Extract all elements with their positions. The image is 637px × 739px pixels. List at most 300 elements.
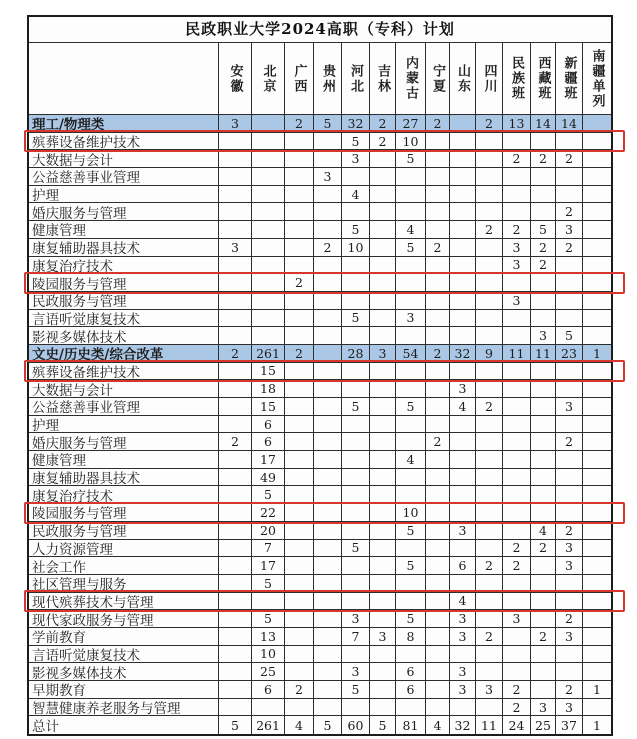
- program-label: 智慧健康养老服务与管理: [29, 699, 219, 717]
- value-cell: [314, 628, 342, 646]
- value-cell: 3: [531, 327, 556, 345]
- value-cell: [531, 274, 556, 292]
- value-cell: [531, 557, 556, 575]
- value-cell: [370, 593, 396, 611]
- value-cell: [219, 575, 252, 593]
- value-cell: 4: [285, 716, 314, 734]
- value-cell: [450, 133, 476, 151]
- program-row: [29, 398, 611, 416]
- value-cell: [450, 274, 476, 292]
- value-cell: [426, 681, 450, 699]
- value-cell: [219, 646, 252, 664]
- value-cell: [314, 646, 342, 664]
- value-cell: [531, 133, 556, 151]
- value-cell: [396, 575, 426, 593]
- program-label: 陵园服务与管理: [29, 504, 219, 522]
- value-cell: [252, 239, 285, 257]
- value-cell: [531, 593, 556, 611]
- value-cell: [285, 486, 314, 504]
- value-cell: [450, 150, 476, 168]
- value-cell: [285, 416, 314, 434]
- value-cell: [556, 363, 583, 381]
- value-cell: [583, 416, 611, 434]
- value-cell: [556, 593, 583, 611]
- value-cell: [503, 628, 531, 646]
- value-cell: 7: [252, 540, 285, 558]
- value-cell: 3: [556, 557, 583, 575]
- value-cell: [476, 239, 503, 257]
- value-cell: [556, 257, 583, 275]
- value-cell: [314, 522, 342, 540]
- value-cell: 2: [476, 398, 503, 416]
- value-cell: [370, 433, 396, 451]
- value-cell: [314, 310, 342, 328]
- column-header: 西藏班: [531, 43, 556, 115]
- value-cell: [252, 133, 285, 151]
- value-cell: 2: [531, 239, 556, 257]
- value-cell: [450, 310, 476, 328]
- value-cell: [370, 681, 396, 699]
- value-cell: 3: [503, 292, 531, 310]
- program-label: 健康管理: [29, 451, 219, 469]
- value-cell: [370, 610, 396, 628]
- value-cell: [531, 681, 556, 699]
- value-cell: [450, 239, 476, 257]
- value-cell: [476, 380, 503, 398]
- value-cell: [503, 380, 531, 398]
- total-label: 总计: [29, 716, 219, 734]
- program-label: 社会工作: [29, 557, 219, 575]
- value-cell: 2: [503, 540, 531, 558]
- value-cell: 11: [503, 345, 531, 363]
- value-cell: [370, 699, 396, 717]
- value-cell: 3: [450, 628, 476, 646]
- value-cell: 3: [450, 610, 476, 628]
- value-cell: [503, 168, 531, 186]
- program-row-highlighted: [29, 133, 611, 151]
- value-cell: [426, 150, 450, 168]
- program-label: 护理: [29, 186, 219, 204]
- value-cell: 5: [342, 398, 370, 416]
- value-cell: [531, 469, 556, 487]
- value-cell: 2: [503, 681, 531, 699]
- value-cell: 10: [342, 239, 370, 257]
- value-cell: 2: [476, 115, 503, 133]
- value-cell: [396, 186, 426, 204]
- value-cell: 2: [285, 274, 314, 292]
- program-label: 现代殡葬技术与管理: [29, 593, 219, 611]
- value-cell: [503, 486, 531, 504]
- value-cell: [556, 274, 583, 292]
- value-cell: [531, 168, 556, 186]
- value-cell: 5: [396, 150, 426, 168]
- value-cell: 5: [370, 716, 396, 734]
- value-cell: 25: [531, 716, 556, 734]
- column-header: 广西: [285, 43, 314, 115]
- value-cell: 4: [342, 186, 370, 204]
- value-cell: 28: [342, 345, 370, 363]
- value-cell: [476, 433, 503, 451]
- program-label: 公益慈善事业管理: [29, 168, 219, 186]
- value-cell: 6: [252, 416, 285, 434]
- value-cell: [219, 416, 252, 434]
- table-title: 民政职业大学2024高职（专科）计划: [29, 17, 611, 43]
- value-cell: [476, 274, 503, 292]
- value-cell: [426, 451, 450, 469]
- value-cell: [450, 416, 476, 434]
- value-cell: [583, 557, 611, 575]
- value-cell: [342, 380, 370, 398]
- value-cell: [476, 203, 503, 221]
- program-label: 学前教育: [29, 628, 219, 646]
- column-header: 安徽: [219, 43, 252, 115]
- value-cell: [583, 257, 611, 275]
- value-cell: [342, 593, 370, 611]
- header-empty-cell: [29, 43, 219, 115]
- value-cell: [426, 663, 450, 681]
- value-cell: [583, 522, 611, 540]
- value-cell: [342, 168, 370, 186]
- value-cell: [531, 610, 556, 628]
- value-cell: 5: [396, 610, 426, 628]
- value-cell: [396, 433, 426, 451]
- value-cell: [342, 575, 370, 593]
- value-cell: [314, 451, 342, 469]
- value-cell: [531, 292, 556, 310]
- value-cell: [219, 610, 252, 628]
- value-cell: 5: [342, 221, 370, 239]
- value-cell: [426, 257, 450, 275]
- value-cell: 6: [252, 681, 285, 699]
- value-cell: [342, 504, 370, 522]
- value-cell: [583, 593, 611, 611]
- program-row: [29, 681, 611, 699]
- value-cell: [396, 380, 426, 398]
- value-cell: [314, 593, 342, 611]
- value-cell: [219, 168, 252, 186]
- section-header-row: [29, 345, 611, 363]
- program-label: 陵园服务与管理: [29, 274, 219, 292]
- section-header-row: [29, 115, 611, 133]
- value-cell: [450, 168, 476, 186]
- value-cell: [252, 257, 285, 275]
- value-cell: 3: [342, 610, 370, 628]
- value-cell: [426, 168, 450, 186]
- value-cell: [503, 310, 531, 328]
- value-cell: [219, 451, 252, 469]
- value-cell: 3: [396, 310, 426, 328]
- value-cell: [503, 363, 531, 381]
- value-cell: [285, 451, 314, 469]
- value-cell: [314, 486, 342, 504]
- value-cell: [531, 186, 556, 204]
- program-label: 民政服务与管理: [29, 292, 219, 310]
- column-header: 四川: [476, 43, 503, 115]
- value-cell: [450, 469, 476, 487]
- value-cell: 4: [450, 593, 476, 611]
- value-cell: [314, 327, 342, 345]
- value-cell: [583, 646, 611, 664]
- value-cell: [342, 363, 370, 381]
- value-cell: [285, 257, 314, 275]
- value-cell: [450, 540, 476, 558]
- value-cell: 5: [252, 575, 285, 593]
- value-cell: [450, 186, 476, 204]
- program-row: [29, 699, 611, 717]
- value-cell: [426, 221, 450, 239]
- value-cell: [396, 416, 426, 434]
- value-cell: 2: [556, 522, 583, 540]
- value-cell: 2: [531, 540, 556, 558]
- value-cell: [450, 451, 476, 469]
- value-cell: [370, 327, 396, 345]
- value-cell: [556, 310, 583, 328]
- value-cell: [450, 699, 476, 717]
- value-cell: [342, 522, 370, 540]
- value-cell: [450, 115, 476, 133]
- value-cell: [503, 203, 531, 221]
- program-label: 护理: [29, 416, 219, 434]
- value-cell: [285, 292, 314, 310]
- value-cell: 3: [556, 398, 583, 416]
- value-cell: [396, 540, 426, 558]
- value-cell: 2: [556, 203, 583, 221]
- value-cell: [370, 416, 396, 434]
- value-cell: 2: [531, 150, 556, 168]
- value-cell: [583, 469, 611, 487]
- value-cell: 7: [342, 628, 370, 646]
- value-cell: [342, 451, 370, 469]
- value-cell: [450, 257, 476, 275]
- value-cell: 6: [396, 663, 426, 681]
- plan-table: [27, 15, 613, 736]
- value-cell: [450, 327, 476, 345]
- value-cell: [396, 646, 426, 664]
- value-cell: [285, 646, 314, 664]
- section-label: 理工/物理类: [29, 115, 219, 133]
- value-cell: [476, 150, 503, 168]
- value-cell: [252, 168, 285, 186]
- value-cell: 27: [396, 115, 426, 133]
- value-cell: [219, 380, 252, 398]
- value-cell: 3: [342, 150, 370, 168]
- value-cell: [396, 257, 426, 275]
- value-cell: [342, 292, 370, 310]
- value-cell: 3: [450, 522, 476, 540]
- section-label: 文史/历史类/综合改革: [29, 345, 219, 363]
- value-cell: [476, 133, 503, 151]
- value-cell: [219, 540, 252, 558]
- value-cell: [503, 593, 531, 611]
- value-cell: [583, 398, 611, 416]
- program-label: 殡葬设备维护技术: [29, 363, 219, 381]
- value-cell: 37: [556, 716, 583, 734]
- total-row: [29, 716, 611, 734]
- value-cell: [476, 363, 503, 381]
- value-cell: 2: [426, 433, 450, 451]
- program-label: 早期教育: [29, 681, 219, 699]
- value-cell: 2: [556, 610, 583, 628]
- value-cell: [503, 646, 531, 664]
- value-cell: [556, 168, 583, 186]
- value-cell: 2: [426, 115, 450, 133]
- value-cell: 5: [314, 716, 342, 734]
- value-cell: 1: [583, 345, 611, 363]
- value-cell: [583, 239, 611, 257]
- value-cell: [219, 522, 252, 540]
- value-cell: [219, 363, 252, 381]
- value-cell: 5: [531, 221, 556, 239]
- value-cell: [426, 398, 450, 416]
- value-cell: [370, 663, 396, 681]
- value-cell: [396, 593, 426, 611]
- value-cell: [285, 380, 314, 398]
- value-cell: [314, 433, 342, 451]
- program-label: 民政服务与管理: [29, 522, 219, 540]
- value-cell: [450, 292, 476, 310]
- value-cell: [342, 699, 370, 717]
- value-cell: 3: [219, 239, 252, 257]
- value-cell: [531, 433, 556, 451]
- value-cell: 2: [476, 557, 503, 575]
- value-cell: 5: [252, 610, 285, 628]
- value-cell: [370, 540, 396, 558]
- value-cell: [219, 593, 252, 611]
- value-cell: [556, 186, 583, 204]
- value-cell: [531, 398, 556, 416]
- value-cell: [583, 699, 611, 717]
- value-cell: [252, 150, 285, 168]
- program-row: [29, 469, 611, 487]
- value-cell: [252, 203, 285, 221]
- value-cell: [476, 292, 503, 310]
- value-cell: [450, 363, 476, 381]
- value-cell: [450, 575, 476, 593]
- column-header: 新疆班: [556, 43, 583, 115]
- value-cell: [370, 469, 396, 487]
- program-row: [29, 433, 611, 451]
- value-cell: [396, 274, 426, 292]
- value-cell: [219, 628, 252, 646]
- value-cell: [426, 540, 450, 558]
- value-cell: 1: [593, 717, 601, 733]
- value-cell: 5: [396, 522, 426, 540]
- column-header: 河北: [342, 43, 370, 115]
- value-cell: [219, 186, 252, 204]
- value-cell: [342, 646, 370, 664]
- value-cell: 13: [252, 628, 285, 646]
- value-cell: [450, 646, 476, 664]
- value-cell: [426, 310, 450, 328]
- value-cell: 261: [252, 345, 285, 363]
- value-cell: [426, 575, 450, 593]
- value-cell: 54: [396, 345, 426, 363]
- value-cell: [370, 504, 396, 522]
- value-cell: [314, 416, 342, 434]
- value-cell: [314, 699, 342, 717]
- value-cell: [252, 593, 285, 611]
- value-cell: [450, 504, 476, 522]
- value-cell: [503, 469, 531, 487]
- value-cell: [476, 257, 503, 275]
- value-cell: [285, 398, 314, 416]
- program-label: 康复治疗技术: [29, 257, 219, 275]
- program-row: [29, 575, 611, 593]
- program-row: [29, 203, 611, 221]
- value-cell: [503, 398, 531, 416]
- value-cell: [219, 398, 252, 416]
- value-cell: 3: [556, 628, 583, 646]
- value-cell: [476, 486, 503, 504]
- value-cell: 32: [450, 345, 476, 363]
- value-cell: [370, 646, 396, 664]
- program-row: [29, 310, 611, 328]
- value-cell: [370, 486, 396, 504]
- value-cell: 2: [476, 628, 503, 646]
- value-cell: 5: [342, 681, 370, 699]
- value-cell: [370, 557, 396, 575]
- value-cell: 1: [583, 681, 611, 699]
- program-row: [29, 150, 611, 168]
- value-cell: [370, 168, 396, 186]
- value-cell: [285, 699, 314, 717]
- value-cell: [219, 557, 252, 575]
- value-cell: [370, 239, 396, 257]
- value-cell: [396, 203, 426, 221]
- value-cell: [476, 522, 503, 540]
- value-cell: 17: [252, 557, 285, 575]
- value-cell: 2: [476, 221, 503, 239]
- program-row: [29, 522, 611, 540]
- value-cell: [476, 540, 503, 558]
- program-row: [29, 168, 611, 186]
- value-cell: [556, 451, 583, 469]
- value-cell: [219, 681, 252, 699]
- program-row: [29, 451, 611, 469]
- value-cell: 5: [556, 327, 583, 345]
- value-cell: [426, 486, 450, 504]
- value-cell: 3: [503, 239, 531, 257]
- value-cell: 6: [252, 433, 285, 451]
- value-cell: [314, 150, 342, 168]
- value-cell: 5: [219, 716, 252, 734]
- column-header: 内蒙古: [396, 43, 426, 115]
- value-cell: [556, 292, 583, 310]
- value-cell: 3: [556, 699, 583, 717]
- value-cell: [583, 310, 611, 328]
- program-row: [29, 628, 611, 646]
- value-cell: [583, 380, 611, 398]
- value-cell: [476, 310, 503, 328]
- value-cell: 8: [396, 628, 426, 646]
- value-cell: [426, 203, 450, 221]
- program-label: 婚庆服务与管理: [29, 433, 219, 451]
- program-row-highlighted: [29, 593, 611, 611]
- value-cell: [314, 186, 342, 204]
- program-label: 人力资源管理: [29, 540, 219, 558]
- value-cell: [531, 363, 556, 381]
- value-cell: 4: [426, 716, 450, 734]
- value-cell: 3: [450, 681, 476, 699]
- value-cell: [252, 292, 285, 310]
- value-cell: 3: [556, 540, 583, 558]
- value-cell: [476, 504, 503, 522]
- value-cell: 5: [342, 310, 370, 328]
- value-cell: [476, 469, 503, 487]
- value-cell: [556, 575, 583, 593]
- program-label: 康复辅助器具技术: [29, 469, 219, 487]
- value-cell: [252, 310, 285, 328]
